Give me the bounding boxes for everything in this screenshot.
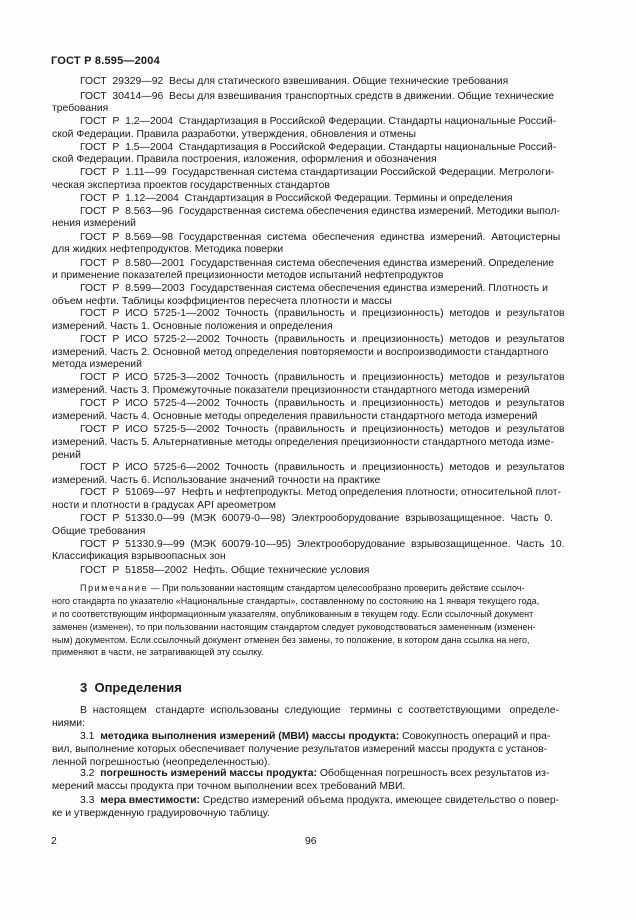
definition-continuation: [52, 807, 587, 821]
reference-line: [80, 423, 587, 437]
note-line: [52, 645, 587, 659]
reference-line-text: измерений. Часть 6. Использование значений точности на практике: [52, 475, 381, 486]
reference-line-text: ГОСТ Р 51330.9—99 (МЭК 60079-10—95) Электрооборудование взрывозащищенное. Часть 10.: [80, 539, 565, 550]
reference-line-text: ГОСТ Р ИСО 5725-4—2002 Точность (правильность и прецизионность) методов и результатов: [80, 398, 565, 409]
reference-line-text: измерений. Часть 1. Основные положения и определения: [52, 321, 333, 332]
reference-line-text: ГОСТ Р 1.11—99 Государственная система стандартизации Российской Федерации. Метрологи-: [80, 167, 555, 178]
definition-item: [80, 794, 587, 808]
definitions-intro-line-text: В настоящем стандарте использованы следующие термины с соответствующими определе-: [80, 705, 560, 716]
note-line: [52, 594, 587, 608]
reference-line-text: нения измерений: [52, 218, 136, 229]
reference-line-text: ГОСТ Р ИСО 5725-2—2002 Точность (правильность и прецизионность) методов и результатов: [80, 334, 565, 345]
definition-term: мера вместимости:: [100, 795, 201, 806]
note-line: [52, 607, 587, 621]
reference-line-text: ГОСТ 29329—92 Весы для статического взвешивания. Общие технические требования: [80, 76, 509, 87]
reference-line: [80, 115, 587, 129]
note-line-text: заменен (изменен), то при пользовании настоящим стандартом следует руководствоваться замененным (изменен-: [52, 622, 536, 632]
reference-line: [52, 436, 587, 450]
definition-continuation: [52, 743, 587, 757]
definition-continuation: [52, 780, 587, 794]
reference-line-text: ГОСТ Р 8.580—2001 Государственная система обеспечения единства измерений. Определение: [80, 258, 555, 269]
reference-line-text: ГОСТ Р 1.5—2004 Стандартизация в Российской Федерации. Стандарты национальные Россий-: [80, 142, 557, 153]
definition-item: [80, 730, 587, 744]
reference-line-text: ГОСТ Р ИСО 5725-3—2002 Точность (правильность и прецизионность) методов и результатов: [80, 372, 565, 383]
reference-line-text: для жидких нефтепродуктов. Методика поверки: [52, 244, 284, 255]
reference-line-text: ГОСТ Р 51858—2002 Нефть. Общие технические условия: [80, 565, 370, 576]
reference-line: [52, 410, 587, 424]
reference-line: [80, 192, 587, 206]
definition-text: Средство измерений объема продукта, имеющее свидетельство о повер-: [200, 795, 560, 806]
reference-line: [52, 358, 587, 372]
page-number-center: 96: [305, 836, 317, 847]
definition-first-line: [80, 767, 549, 781]
reference-line-text: ности и плотности в градусах API ареометром: [52, 500, 276, 511]
definitions-intro-line-text: ниями:: [52, 718, 86, 729]
reference-line: [80, 486, 587, 500]
reference-line: [80, 307, 587, 321]
definition-item: [80, 767, 587, 781]
note-line-text: и по соответствующим информационным указателям, опубликованным в текущем году. Если ссылочный документ: [52, 609, 534, 619]
reference-line-text: ГОСТ Р 8.599—2003 Государственная система обеспечения единства измерений. Плотность и: [80, 283, 548, 294]
reference-line: [52, 128, 587, 142]
section-heading: 3 Определения: [80, 680, 182, 695]
definition-number: 3.3: [80, 795, 95, 806]
reference-line: [80, 512, 587, 526]
reference-line: [52, 269, 587, 283]
reference-line-text: ГОСТ 30414—96 Весы для взвешивания транспортных средств в движении. Общие технические: [80, 91, 554, 102]
reference-line-text: ской Федерации. Правила построения, изложения, оформления и обозначения: [52, 154, 437, 165]
reference-line: [52, 384, 587, 398]
definitions-intro-line: [80, 704, 587, 718]
note-label: Примечание: [80, 583, 149, 593]
definition-term: погрешность измерений массы продукта:: [100, 768, 317, 779]
note-line-text: ным) документом. Если ссылочный документ отменен без замены, то положение, в котором дана ссылка на него,: [52, 635, 530, 645]
reference-line-text: ГОСТ Р ИСО 5725-6—2002 Точность (правильность и прецизионность) методов и результатов: [80, 462, 565, 473]
definition-first-line: [80, 730, 550, 744]
reference-line: [52, 320, 587, 334]
reference-line-text: ской Федерации. Правила разработки, утверждения, обновления и отмены: [52, 129, 416, 140]
reference-line-text: измерений. Часть 3. Промежуточные показатели прецизионности стандартного метода измерений: [52, 385, 530, 396]
reference-line-text: измерений. Часть 2. Основной метод определения повторяемости и воспроизводимости стандартного: [52, 347, 549, 358]
reference-line: [80, 564, 587, 578]
reference-line-text: ческая экспертиза проектов государственных стандартов: [52, 180, 330, 191]
reference-line: [80, 166, 587, 180]
reference-line-text: измерений. Часть 4. Основные методы определения правильности стандартного метода измерений: [52, 411, 538, 422]
reference-line: [52, 153, 587, 167]
reference-line-text: ГОСТ Р 8.563—96 Государственная система обеспечения единства измерений. Методики выпол-: [80, 206, 560, 217]
reference-line: [80, 397, 587, 411]
reference-line-text: рений: [52, 450, 81, 461]
reference-line-text: ГОСТ Р 51330.0—99 (МЭК 60079-0—98) Электрооборудование взрывозащищенное. Часть 0.: [80, 513, 553, 524]
reference-line-text: ГОСТ Р 1.2—2004 Стандартизация в Российской Федерации. Стандарты национальные Россий-: [80, 116, 557, 127]
reference-line-text: и применение показателей прецизионности методов испытаний нефтепродуктов: [52, 270, 444, 281]
reference-line: [80, 371, 587, 385]
reference-line-text: ГОСТ Р ИСО 5725-1—2002 Точность (правильность и прецизионность) методов и результатов: [80, 308, 565, 319]
reference-line: [52, 499, 587, 513]
page-number-left: 2: [51, 836, 57, 847]
reference-line-text: ГОСТ Р 8.569—98 Государственная система обеспечения единства измерений. Автоцистерны: [80, 232, 561, 243]
reference-line: [80, 282, 587, 296]
reference-line: [52, 550, 587, 564]
definitions-intro-line: [52, 717, 587, 731]
reference-line-text: ГОСТ Р 51069—97 Нефть и нефтепродукты. Метод определения плотности, относительной плот-: [80, 487, 562, 498]
reference-line-text: объем нефти. Таблицы коэффициентов пересчета плотности и массы: [52, 296, 392, 307]
definition-term: методика выполнения измерений (МВИ) массы продукта:: [100, 731, 400, 742]
reference-line: [52, 243, 587, 257]
document-header: ГОСТ Р 8.595—2004: [51, 55, 160, 67]
reference-line-text: измерений. Часть 5. Альтернативные методы определения прецизионности стандартного метода изме-: [52, 437, 554, 448]
reference-line: [52, 179, 587, 193]
reference-line-text: требования: [52, 103, 109, 114]
reference-line: [80, 75, 587, 89]
reference-line: [52, 217, 587, 231]
definition-number: 3.2: [80, 768, 95, 779]
definition-continuation-text: ленной погрешностью (неопределенностью).: [52, 757, 271, 768]
reference-line-text: ГОСТ Р ИСО 5725-5—2002 Точность (правильность и прецизионность) методов и результатов: [80, 424, 565, 435]
reference-line: [80, 333, 587, 347]
reference-line: [52, 525, 587, 539]
note-line: [52, 620, 587, 634]
note-first-line: [80, 581, 587, 595]
reference-line-text: Общие требования: [52, 526, 146, 537]
note-first-line-text: — При пользовании настоящим стандартом целесообразно проверить действие ссылоч-: [148, 583, 525, 593]
definition-text: Совокупность операций и пра-: [399, 731, 551, 742]
reference-line: [80, 461, 587, 475]
definition-continuation-text: вил, выполнение которых обеспечивает получение результатов измерений массы продукта с установ-: [52, 744, 548, 755]
definition-number: 3.1: [80, 731, 95, 742]
reference-line-text: ГОСТ Р 1.12—2004 Стандартизация в Российской Федерации. Термины и определения: [80, 193, 513, 204]
note-line-text: применяют в части, не затрагивающей эту ссылку.: [52, 647, 264, 657]
definition-text: Обобщенная погрешность всех результатов из-: [316, 768, 550, 779]
definition-continuation-text: ке и утвержденную градуировочную таблицу.: [52, 808, 270, 819]
definition-first-line: [80, 794, 559, 808]
definition-continuation-text: мерений массы продукта при точном выполнении всех требований МВИ.: [52, 781, 406, 792]
reference-line-text: Классификация взрывоопасных зон: [52, 551, 226, 562]
note-line-text: ного стандарта по указателю «Национальные стандарты», составленному по состоянию на 1 января текущего года,: [52, 596, 540, 606]
reference-line: [52, 102, 587, 116]
reference-line-text: метода измерений: [52, 359, 142, 370]
